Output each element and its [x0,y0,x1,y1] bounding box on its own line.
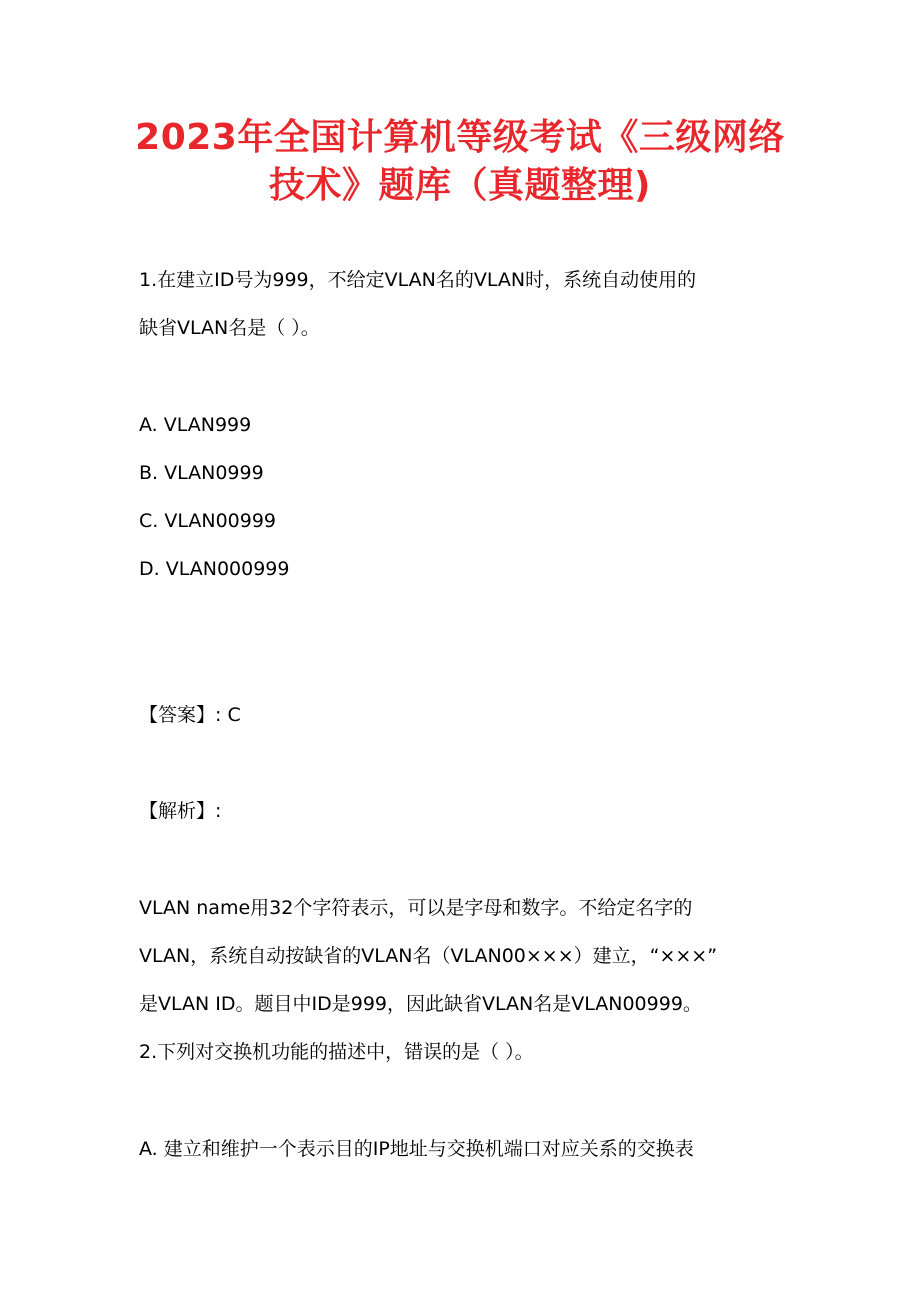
question-1-option-b: B. VLAN0999 [139,462,264,484]
document-title-line-1: 2023年全国计算机等级考试《三级网络 [135,117,785,158]
question-1-answer: 【答案】: C [139,704,241,726]
question-1-analysis-label: 【解析】: [139,800,222,822]
question-1-analysis-line-3: 是VLAN ID。题目中ID是999，因此缺省VLAN名是VLAN00999。 [139,993,702,1015]
question-1-option-a: A. VLAN999 [139,414,252,436]
document-title-line-2: 技术》题库（真题整理) [269,165,651,206]
question-2-option-a: A. 建立和维护一个表示目的IP地址与交换机端口对应关系的交换表 [139,1138,694,1160]
question-2-stem: 2.下列对交换机功能的描述中，错误的是（ ）。 [139,1041,534,1063]
question-1-analysis-line-1: VLAN name用32个字符表示，可以是字母和数字。不给定名字的 [139,897,693,919]
question-1-stem-line-2: 缺省VLAN名是（ ）。 [139,317,320,339]
question-1-option-d: D. VLAN000999 [139,558,290,580]
question-1-analysis-line-2: VLAN，系统自动按缺省的VLAN名（VLAN00×××）建立，“×××” [139,945,718,967]
question-1-stem-line-1: 1.在建立ID号为999，不给定VLAN名的VLAN时，系统自动使用的 [139,269,697,291]
question-1-option-c: C. VLAN00999 [139,510,277,532]
